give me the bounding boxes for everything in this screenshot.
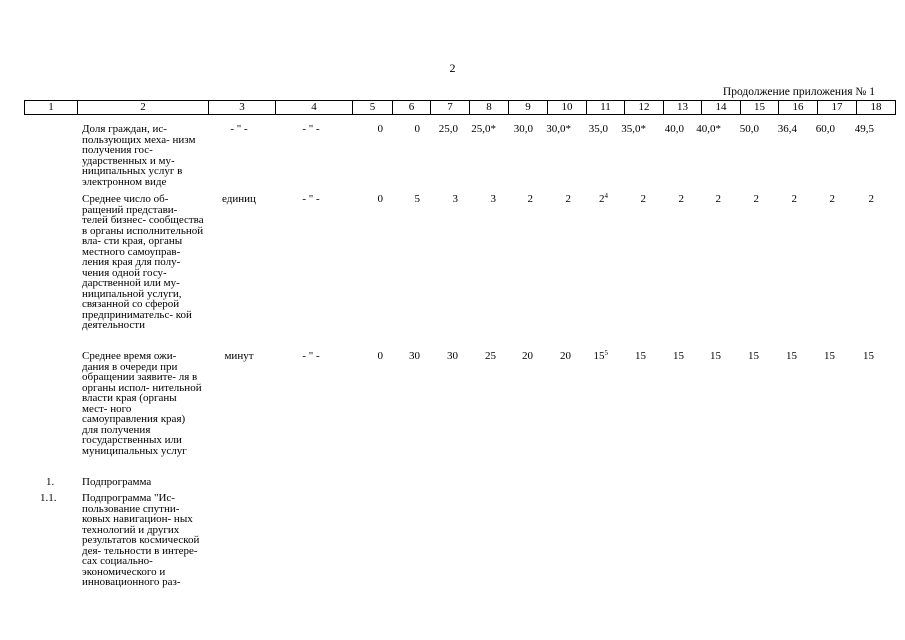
value-cell: [834, 124, 874, 135]
indicator-name: Среднее время ожи- дания в очереди при обращении заявите- ля в органы испол- нительной власти края (органы мест- ного самоуправления края) для получения государственных или муниципальных услуг: [82, 350, 202, 457]
value-cell: [377, 193, 420, 205]
value-cell: [644, 194, 684, 205]
value-text: 60,0: [815, 123, 835, 135]
value-text: 35,0: [588, 123, 608, 135]
source-cell: - " -: [302, 123, 320, 135]
value-cell: [531, 124, 571, 135]
value-cell: [490, 193, 533, 205]
value-cell: [531, 194, 571, 205]
unit-cell: - " -: [230, 123, 248, 135]
value-text: 20: [560, 350, 571, 362]
value-cell: [644, 124, 684, 135]
value-cell: [834, 194, 874, 205]
value-cell: [606, 351, 646, 362]
value-text: 20: [522, 350, 533, 362]
value-text: 35,0*: [621, 123, 646, 135]
value-text: 40,0*: [696, 123, 721, 135]
value-cell: [456, 124, 496, 135]
value-cell: [531, 351, 571, 362]
value-cell: [719, 351, 759, 362]
header-col-11: 11: [587, 101, 625, 115]
value-cell: [377, 350, 420, 362]
value-text: 15: [863, 350, 874, 362]
value-cell: [343, 351, 383, 362]
page-number: 2: [449, 61, 456, 75]
value-cell: [456, 351, 496, 362]
footnote-marker: 4: [604, 192, 608, 200]
value-text: 25: [485, 350, 496, 362]
row-number: 1.1.: [40, 492, 57, 504]
value-cell: [757, 194, 797, 205]
source-cell: - " -: [302, 193, 320, 205]
value-cell: [568, 351, 608, 362]
value-text: 3: [490, 193, 496, 205]
value-text: 15: [748, 350, 759, 362]
header-col-8: 8: [470, 101, 509, 115]
footnote-marker: 5: [604, 349, 608, 357]
value-text: 15: [593, 350, 605, 362]
header-col-10: 10: [548, 101, 587, 115]
value-cell: [606, 124, 646, 135]
value-text: 0: [377, 123, 383, 135]
value-text: 2: [715, 193, 721, 205]
value-text: 2: [791, 193, 797, 205]
header-col-16: 16: [779, 101, 818, 115]
value-text: 15: [673, 350, 684, 362]
value-cell: [795, 124, 835, 135]
value-text: 30: [447, 350, 458, 362]
value-cell: [795, 351, 835, 362]
value-text: 0: [414, 123, 420, 135]
value-cell: [757, 351, 797, 362]
header-row-table: [24, 100, 896, 115]
source-cell: - " -: [302, 350, 320, 362]
header-col-5: 5: [353, 101, 393, 115]
value-text: 25,0*: [471, 123, 496, 135]
value-cell: [757, 124, 797, 135]
value-text: 15: [635, 350, 646, 362]
value-text: 15: [824, 350, 835, 362]
value-text: 5: [414, 193, 420, 205]
value-text: 2: [753, 193, 759, 205]
value-text: 2: [678, 193, 684, 205]
value-text: 2: [640, 193, 646, 205]
value-text: 2: [527, 193, 533, 205]
header-col-4: 4: [276, 101, 353, 115]
value-cell: [719, 124, 759, 135]
value-cell: [719, 194, 759, 205]
row-number: 1.: [46, 476, 55, 488]
value-text: 50,0: [739, 123, 759, 135]
value-cell: [565, 192, 608, 205]
value-cell: [795, 194, 835, 205]
header-col-17: 17: [818, 101, 857, 115]
header-col-3: 3: [209, 101, 276, 115]
value-cell: [418, 351, 458, 362]
header-col-6: 6: [393, 101, 431, 115]
value-text: 30,0*: [546, 123, 571, 135]
value-cell: [568, 124, 608, 135]
indicator-name: Подпрограмма "Ис- пользование спутни- ковых навигацион- ных технологий и других результатов космической дея- тельности в интере- сах социально- экономического и инновационного раз-: [82, 492, 200, 588]
value-cell: [606, 194, 646, 205]
indicator-name: Доля граждан, ис- пользующих меха- низм получения гос- ударственных и му- ниципальных услуг в электронном виде: [82, 123, 196, 188]
header-col-13: 13: [664, 101, 702, 115]
value-text: 0: [377, 193, 383, 205]
indicator-name: Подпрограмма: [82, 476, 152, 488]
value-text: 3: [452, 193, 458, 205]
header-col-14: 14: [702, 101, 741, 115]
value-text: 30: [409, 350, 420, 362]
value-cell: [493, 124, 533, 135]
header-col-15: 15: [741, 101, 779, 115]
value-text: 15: [710, 350, 721, 362]
value-cell: [644, 351, 684, 362]
value-cell: [681, 351, 721, 362]
value-cell: [418, 194, 458, 205]
value-cell: [418, 124, 458, 135]
value-text: 49,5: [854, 123, 874, 135]
header-col-9: 9: [509, 101, 548, 115]
header-col-1: 1: [25, 101, 78, 115]
value-text: 15: [786, 350, 797, 362]
value-cell: [377, 123, 420, 135]
value-cell: [834, 351, 874, 362]
value-text: 2: [565, 193, 571, 205]
unit-cell: единиц: [222, 193, 256, 205]
value-cell: [343, 194, 383, 205]
value-cell: [343, 124, 383, 135]
value-cell: [681, 124, 721, 135]
header-col-2: 2: [78, 101, 209, 115]
value-text: 2: [599, 193, 605, 205]
value-text: 0: [377, 350, 383, 362]
continuation-title: Продолжение приложения № 1: [722, 86, 875, 98]
header-col-12: 12: [625, 101, 664, 115]
header-col-7: 7: [431, 101, 470, 115]
value-cell: [678, 193, 721, 205]
value-text: 40,0: [664, 123, 684, 135]
value-cell: [456, 194, 496, 205]
value-cell: [493, 351, 533, 362]
indicator-name: Среднее число об- ращений представи- телей бизнес- сообщества в органы исполнительной вла- сти края, органы местного самоуправ- ления края для полу- чения одной госу- дарственной или му- ниципальной услуги, связанной со сферой предпринимательс- кой деятельности: [82, 193, 204, 331]
header-col-18: 18: [857, 101, 896, 115]
value-text: 2: [868, 193, 874, 205]
unit-cell: минут: [224, 350, 254, 362]
value-text: 36,4: [777, 123, 797, 135]
value-text: 2: [829, 193, 835, 205]
value-text: 25,0: [438, 123, 458, 135]
value-text: 30,0: [513, 123, 533, 135]
